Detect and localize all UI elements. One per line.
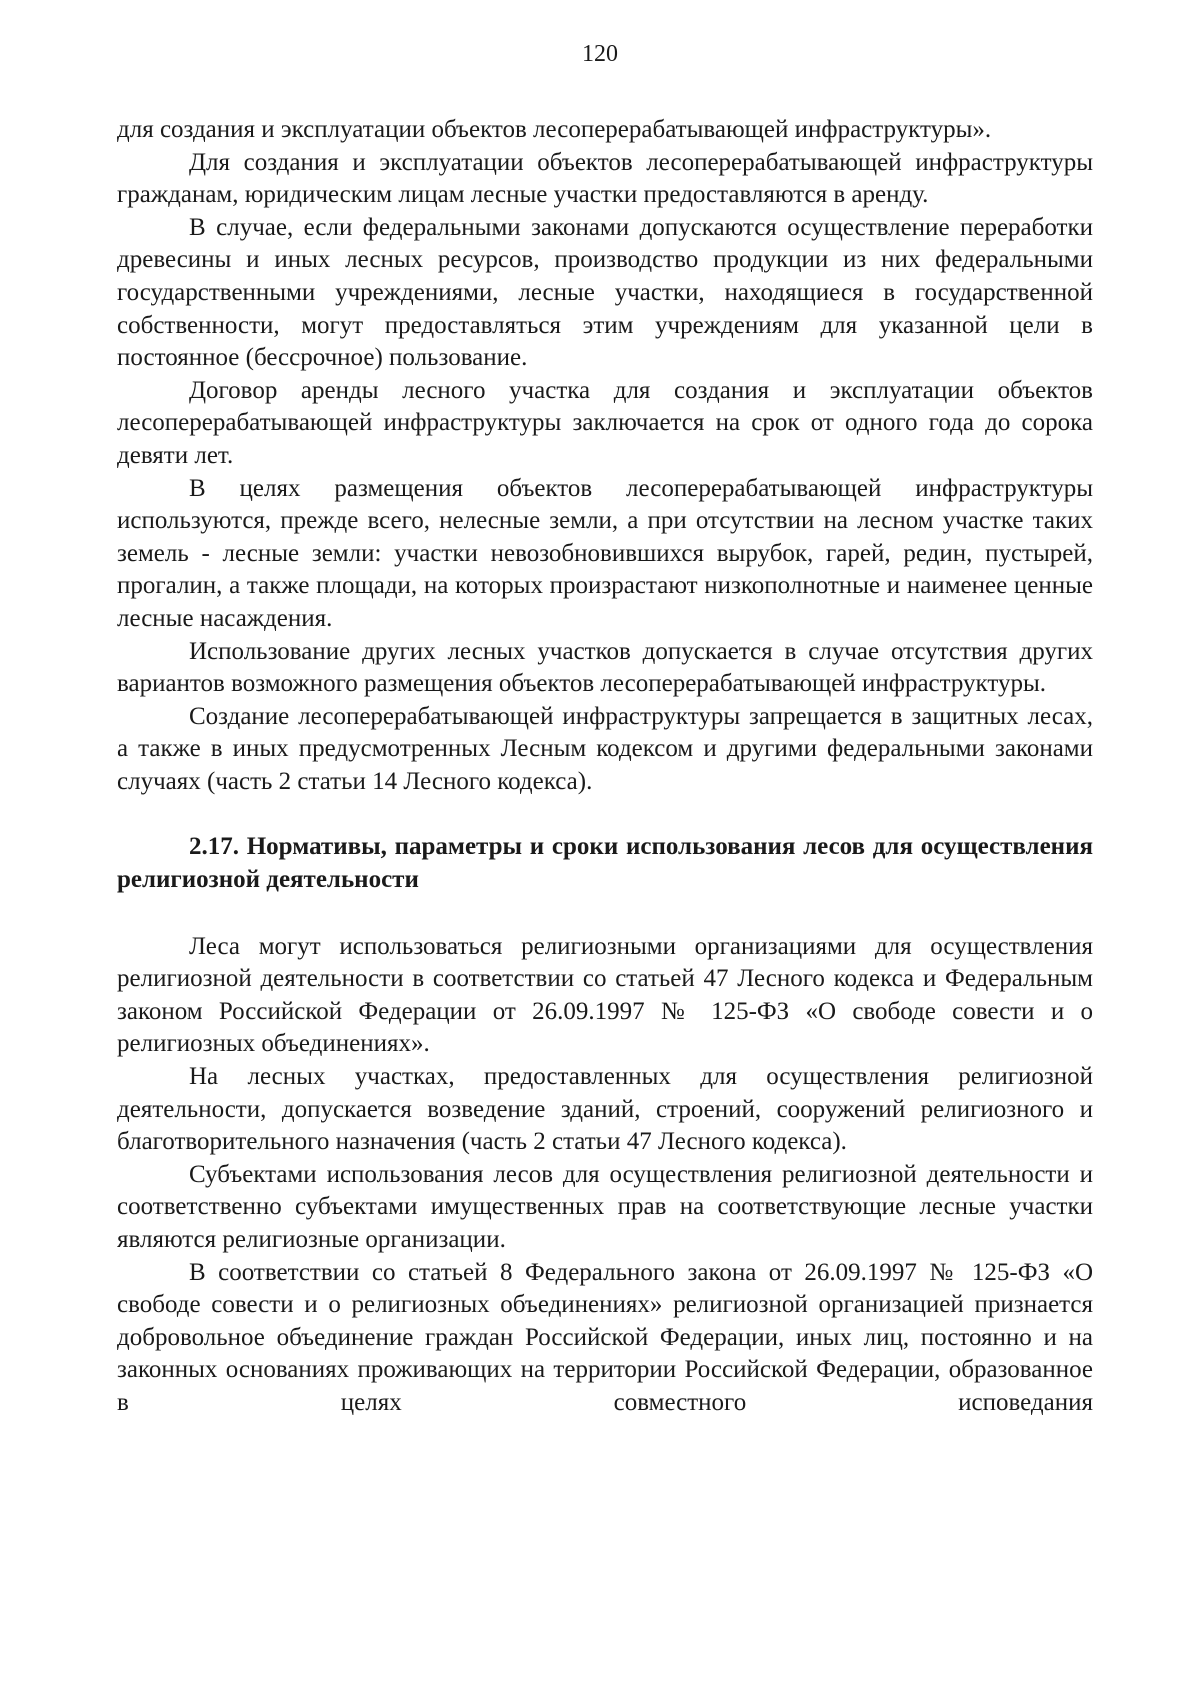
page-number: 120 xyxy=(582,41,618,67)
paragraph-3: В случае, если федеральными законами допускаются осуществление переработки древесины и иных лесных ресурсов, производство продукции из них федеральными государственными учреждениями, лесные участки, находящиеся в государственной собственности, могут предоставляться этим учреждениям для указанной цели в постоянное (бессрочное) пользование. xyxy=(117,213,1093,372)
section-heading: 2.17. Нормативы, параметры и сроки использования лесов для осуществления религиозной деятельности xyxy=(117,833,1093,894)
paragraph-7: Создание лесоперерабатывающей инфраструктуры запрещается в защитных лесах, а также в иных предусмотренных Лесным кодексом и другими федеральными законами случаях (часть 2 статьи 14 Лесного кодекса). xyxy=(117,702,1093,795)
paragraph-2: Для создания и эксплуатации объектов лесоперерабатывающей инфраструктуры гражданам, юридическим лицам лесные участки предоставляются в аренду. xyxy=(117,148,1093,209)
paragraph-5: В целях размещения объектов лесоперерабатывающей инфраструктуры используются, прежде всего, нелесные земли, а при отсутствии на лесном участке таких земель - лесные земли: участки невозобновившихся вырубок, гарей, редин, пустырей, прогалин, а также площади, на которых произрастают низкополнотные и наименее ценные лесные насаждения. xyxy=(117,474,1093,632)
paragraph-4: Договор аренды лесного участка для создания и эксплуатации объектов лесоперерабатывающей инфраструктуры заключается на срок от одного года до сорока девяти лет. xyxy=(117,376,1093,469)
paragraph-8: Леса могут использоваться религиозными организациями для осуществления религиозной деятельности в соответствии со статьей 47 Лесного кодекса и Федеральным законом Российской Федерации от 26.09.1997 № 125-ФЗ «О свободе совести и о религиозных объединениях». xyxy=(117,932,1093,1058)
document-body xyxy=(117,114,1093,1420)
paragraph-1: для создания и эксплуатации объектов лесоперерабатывающей инфраструктуры». xyxy=(117,116,992,143)
paragraph-9: На лесных участках, предоставленных для осуществления религиозной деятельности, допускается возведение зданий, строений, сооружений религиозного и благотворительного назначения (часть 2 статьи 47 Лесного кодекса). xyxy=(117,1063,1093,1156)
paragraph-11: В соответствии со статьей 8 Федерального закона от 26.09.1997 № 125-ФЗ «О свободе совести и о религиозных объединениях» религиозной организацией признается добровольное объединение граждан Российской Федерации, иных лиц, постоянно и на законных основаниях проживающих на территории Российской Федерации, образованное в целях совместного исповедания xyxy=(117,1258,1093,1416)
paragraph-10: Субъектами использования лесов для осуществления религиозной деятельности и соответственно субъектами имущественных прав на соответствующие лесные участки являются религиозные организации. xyxy=(117,1160,1093,1253)
paragraph-6: Использование других лесных участков допускается в случае отсутствия других вариантов возможного размещения объектов лесоперерабатывающей инфраструктуры. xyxy=(117,637,1093,698)
